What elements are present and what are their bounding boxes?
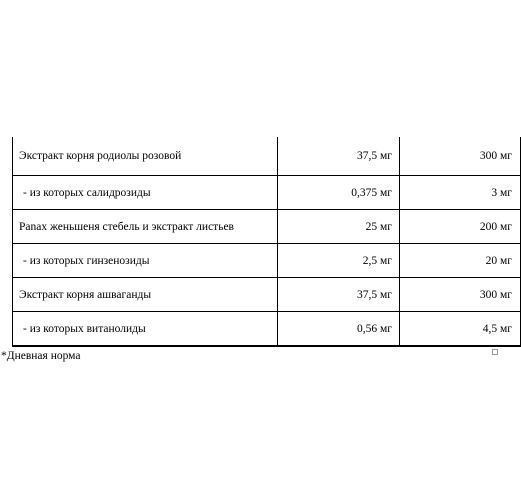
- daily-amount-cell: 300 мг: [400, 278, 521, 312]
- per-serving-cell: 0,375 мг: [278, 176, 400, 210]
- per-serving-cell: 37,5 мг: [278, 278, 400, 312]
- paragraph-end-marker: [492, 349, 498, 355]
- ingredient-name-cell: Экстракт корня ашваганды: [13, 278, 278, 312]
- ingredient-name-cell: Panax женьшеня стебель и экстракт листьев: [13, 210, 278, 244]
- table-row: [13, 210, 521, 244]
- ingredient-name-cell: - из которых салидрозиды: [13, 176, 278, 210]
- ingredient-name-cell: Экстракт корня родиолы розовой: [13, 137, 278, 176]
- per-serving-cell: 2,5 мг: [278, 244, 400, 278]
- daily-amount-cell: 3 мг: [400, 176, 521, 210]
- per-serving-cell: 37,5 мг: [278, 137, 400, 176]
- per-serving-cell: 0,56 мг: [278, 312, 400, 347]
- table-row: [13, 137, 521, 176]
- table-row: [13, 278, 521, 312]
- ingredients-table-body: [13, 137, 521, 346]
- table-row: [13, 176, 521, 210]
- daily-amount-cell: 20 мг: [400, 244, 521, 278]
- per-serving-cell: 25 мг: [278, 210, 400, 244]
- ingredient-name-cell: - из которых гинзенозиды: [13, 244, 278, 278]
- table-row: [13, 244, 521, 278]
- ingredient-name-cell: - из которых витанолиды: [13, 312, 278, 347]
- ingredients-table: [12, 137, 521, 347]
- daily-amount-cell: 4,5 мг: [400, 312, 521, 347]
- footnote-daily-value: *Дневная норма: [1, 350, 81, 362]
- daily-amount-cell: 300 мг: [400, 137, 521, 176]
- table-row: [13, 312, 521, 347]
- daily-amount-cell: 200 мг: [400, 210, 521, 244]
